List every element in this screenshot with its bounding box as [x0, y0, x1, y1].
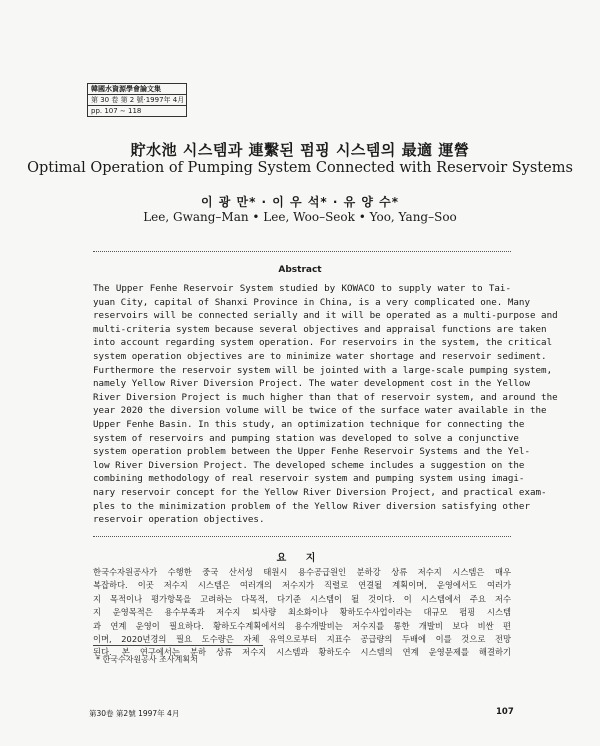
- abstract-line: reservoir operation objectives.: [93, 514, 265, 526]
- abstract-line: combining methodology of real reservoir system and pumping system using imagi-: [93, 473, 525, 485]
- abstract-line: low River Diversion Project. The developed scheme includes a suggestion on the: [93, 459, 525, 471]
- journal-info-box: [87, 83, 187, 117]
- authors-korean: 이 광 만* · 이 우 석* · 유 양 수*: [200, 195, 400, 209]
- summary-line: 지 목적이나 평가항목을 고려하는 다목적, 다기준 시스템이 될 것이다. 이 시스템에서 주요 저수: [93, 593, 511, 604]
- title-english: Optimal Operation of Pumping System Connected with Reservoir Systems: [27, 160, 573, 176]
- abstract-line: year 2020 the diversion volume will be twice of the surface water available in the: [93, 405, 547, 417]
- abstract-heading: Abstract: [278, 265, 322, 275]
- abstract-line: namely Yellow River Diversion Project. The water development cost in the Yellow: [93, 378, 530, 390]
- footnote-rule: [93, 645, 263, 646]
- footnote-affiliation: * 한국수자원공사 조사계획처: [96, 655, 198, 664]
- summary-line: 이며, 2020년경의 필요 도수량은 자체 유역으로부터 지표수 공급량의 두배에 이를 것으로 전망: [93, 634, 511, 645]
- summary-line: 된다. 본 연구에서는 분하 상류 저수지 시스템과 황하도수 시스템의 연계 운영문제를 해결하기: [93, 647, 511, 658]
- abstract-line: nary reservoir concept for the Yellow River Diversion Project, and practical exam-: [93, 486, 547, 498]
- divider-top: [93, 251, 511, 252]
- summary-line: 과 연계 운영이 필요하다. 황하도수계획에서의 용수개발비는 저수지를 통한 개발비 보다 비싼 편: [93, 620, 511, 631]
- summary-line: 복잡하다. 이곳 저수지 시스템은 여러개의 저수지가 직렬로 연결될 계획이며, 운영에서도 여러가: [93, 580, 511, 591]
- abstract-line: system of reservoirs and pumping station was developed to solve a conjunctive: [93, 432, 519, 444]
- summary-heading: 요 지: [276, 553, 324, 564]
- journal-pages: pp. 107 ∼ 118: [91, 107, 142, 115]
- divider-middle: [93, 536, 511, 537]
- abstract-line: system operation problem between the Upper Fenhe Reservoir Systems and the Yel-: [93, 446, 530, 458]
- summary-line: 지 운영목적은 용수부족과 저수지 퇴사량 최소화이나 황하도수사업이라는 대규모 펌핑 시스템: [93, 607, 511, 618]
- footer-journal-issue: 第30卷 第2號 1997年 4月: [89, 709, 180, 718]
- abstract-line: Upper Fenhe Basin. In this study, an optimization technique for connecting the: [93, 418, 525, 430]
- abstract-line: reservoirs will be connected serially and it will be operated as a multi-purpose and: [93, 310, 558, 322]
- abstract-line: multi-criteria system because several objectives and appraisal functions are taken: [93, 323, 547, 335]
- authors-english: Lee, Gwang–Man • Lee, Woo–Seok • Yoo, Yang–Soo: [143, 210, 457, 224]
- journal-name: 韓國水資源學會論文集: [88, 84, 186, 95]
- page-number: 107: [496, 707, 514, 717]
- journal-volume: 第 30 卷 第 2 號·1997年 4月: [88, 95, 186, 106]
- abstract-line: River Diversion Project is much higher than that of reservoir system, and around the: [93, 391, 558, 403]
- abstract-line: The Upper Fenhe Reservoir System studied by KOWACO to supply water to Tai-: [93, 283, 511, 294]
- abstract-body: [93, 282, 558, 527]
- title-korean: 貯水池 시스템과 連繫된 펌핑 시스템의 最適 運營: [130, 141, 470, 159]
- abstract-line: yuan City, capital of Shanxi Province in China, is a very complicated one. Many: [93, 296, 530, 308]
- abstract-line: Furthermore the reservoir system will be jointed with a large-scale pumping system,: [93, 364, 553, 376]
- abstract-line: ples to the minimization problem of the Yellow River diversion satisfying other: [93, 500, 530, 512]
- abstract-line: system operation objectives are to minimize water shortage and reservoir sediment.: [93, 350, 547, 362]
- summary-line: 한국수자원공사가 수행한 중국 산서성 태원시 용수공급원인 분하강 상류 저수지 시스템은 매우: [93, 567, 511, 577]
- abstract-line: into account regarding system operation. For reservoirs in the system, the critical: [93, 337, 553, 349]
